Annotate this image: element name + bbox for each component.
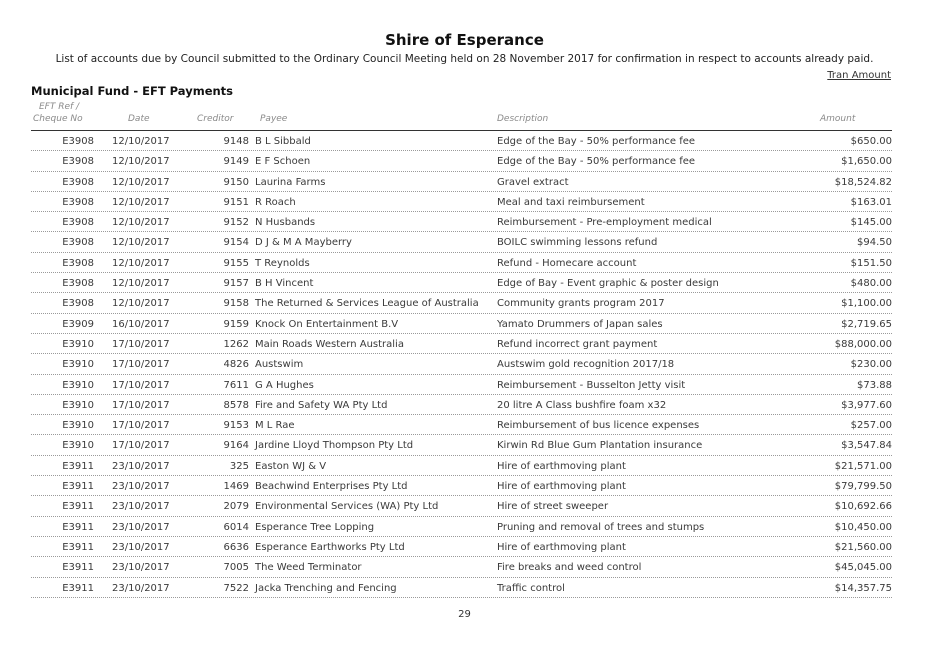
eft-ref-cell: E3908 [62, 196, 94, 208]
description-cell: Reimbursement of bus licence expenses [497, 420, 700, 432]
tran-amount-label: Tran Amount [827, 70, 891, 81]
eft-ref-cell: E3911 [62, 541, 94, 553]
creditor-cell: 6014 [223, 521, 249, 533]
section-heading: Municipal Fund - EFT Payments [31, 84, 234, 98]
description-cell: Kirwin Rd Blue Gum Plantation insurance [497, 440, 703, 452]
table-row [31, 314, 892, 334]
amount-cell: $650.00 [850, 136, 892, 147]
table-row [31, 131, 892, 151]
page-title: Shire of Esperance [385, 31, 544, 49]
date-cell: 12/10/2017 [112, 156, 170, 168]
creditor-cell: 9148 [223, 136, 249, 147]
table-row [31, 293, 892, 313]
amount-cell: $163.01 [850, 196, 892, 208]
table-row [31, 415, 892, 435]
eft-ref-cell: E3909 [62, 318, 94, 330]
col-header-ref-line1: EFT Ref / [39, 102, 80, 112]
date-cell: 12/10/2017 [112, 257, 170, 269]
date-cell: 17/10/2017 [112, 379, 170, 391]
creditor-cell: 8578 [223, 399, 249, 411]
date-cell: 12/10/2017 [112, 217, 170, 229]
eft-ref-cell: E3908 [62, 136, 94, 147]
description-cell: Edge of the Bay - 50% performance fee [497, 136, 696, 147]
payee-cell: E F Schoen [255, 156, 311, 168]
payee-cell: The Returned & Services League of Australia [255, 298, 479, 310]
creditor-cell: 325 [229, 460, 249, 472]
table-row [31, 496, 892, 516]
table-row [31, 273, 892, 293]
description-cell: Edge of Bay - Event graphic & poster design [497, 278, 719, 290]
eft-ref-cell: E3908 [62, 257, 94, 269]
date-cell: 12/10/2017 [112, 237, 170, 249]
date-cell: 23/10/2017 [112, 501, 170, 513]
date-cell: 12/10/2017 [112, 278, 170, 290]
description-cell: Meal and taxi reimbursement [497, 196, 645, 208]
payee-cell: M L Rae [255, 420, 295, 432]
amount-cell: $73.88 [857, 379, 892, 391]
table-row [31, 212, 892, 232]
date-cell: 23/10/2017 [112, 460, 170, 472]
eft-ref-cell: E3908 [62, 237, 94, 249]
eft-ref-cell: E3908 [62, 278, 94, 290]
payee-cell: B H Vincent [255, 278, 314, 290]
eft-ref-cell: E3911 [62, 582, 94, 594]
creditor-cell: 9150 [223, 176, 249, 188]
creditor-cell: 6636 [223, 541, 249, 553]
date-cell: 12/10/2017 [112, 196, 170, 208]
description-cell: Reimbursement - Busselton Jetty visit [497, 379, 686, 391]
creditor-cell: 9157 [223, 278, 249, 290]
amount-cell: $79,799.50 [834, 481, 892, 493]
table-row [31, 192, 892, 212]
payee-cell: Jardine Lloyd Thompson Pty Ltd [255, 440, 414, 452]
payee-cell: D J & M A Mayberry [255, 237, 352, 249]
col-header-description: Description [497, 114, 549, 124]
payee-cell: The Weed Terminator [255, 562, 362, 574]
creditor-cell: 1262 [223, 338, 249, 350]
payee-cell: G A Hughes [255, 379, 314, 391]
payee-cell: Easton WJ & V [255, 460, 327, 472]
description-cell: Edge of the Bay - 50% performance fee [497, 156, 696, 168]
table-row [31, 232, 892, 252]
amount-cell: $14,357.75 [834, 582, 892, 594]
table-row [31, 435, 892, 455]
table-row [31, 395, 892, 415]
amount-cell: $3,547.84 [841, 440, 892, 452]
creditor-cell: 9149 [223, 156, 249, 168]
payee-cell: R Roach [255, 196, 296, 208]
eft-ref-cell: E3910 [62, 399, 94, 411]
table-row [31, 172, 892, 192]
payee-cell: Beachwind Enterprises Pty Ltd [255, 481, 408, 493]
payee-cell: Jacka Trenching and Fencing [255, 582, 397, 594]
col-header-ref-line2: Cheque No [33, 114, 83, 124]
description-cell: Traffic control [497, 582, 565, 594]
eft-ref-cell: E3908 [62, 298, 94, 310]
creditor-cell: 9154 [223, 237, 249, 249]
description-cell: 20 litre A Class bushfire foam x32 [497, 399, 667, 411]
creditor-cell: 9158 [223, 298, 249, 310]
eft-ref-cell: E3910 [62, 359, 94, 371]
amount-cell: $151.50 [850, 257, 892, 269]
description-cell: Hire of earthmoving plant [497, 481, 626, 493]
amount-cell: $21,571.00 [834, 460, 892, 472]
description-cell: Refund incorrect grant payment [497, 338, 658, 350]
col-header-creditor: Creditor [197, 114, 234, 124]
eft-ref-cell: E3908 [62, 176, 94, 188]
description-cell: Austswim gold recognition 2017/18 [497, 359, 675, 371]
date-cell: 17/10/2017 [112, 399, 170, 411]
table-row [31, 375, 892, 395]
table-row [31, 334, 892, 354]
creditor-cell: 9153 [223, 420, 249, 432]
date-cell: 23/10/2017 [112, 562, 170, 574]
description-cell: Reimbursement - Pre-employment medical [497, 217, 712, 229]
amount-cell: $88,000.00 [834, 338, 892, 350]
amount-cell: $480.00 [850, 278, 892, 290]
payee-cell: B L Sibbald [255, 136, 311, 147]
payee-cell: Esperance Tree Lopping [255, 521, 375, 533]
amount-cell: $3,977.60 [841, 399, 892, 411]
payee-cell: N Husbands [255, 217, 316, 229]
amount-cell: $94.50 [857, 237, 892, 249]
description-cell: Refund - Homecare account [497, 257, 637, 269]
description-cell: Gravel extract [497, 176, 569, 188]
date-cell: 17/10/2017 [112, 420, 170, 432]
date-cell: 16/10/2017 [112, 318, 170, 330]
creditor-cell: 7522 [223, 582, 249, 594]
amount-cell: $145.00 [850, 217, 892, 229]
creditor-cell: 2079 [223, 501, 249, 513]
payee-cell: Environmental Services (WA) Pty Ltd [255, 501, 439, 513]
payee-cell: Laurina Farms [255, 176, 326, 188]
eft-ref-cell: E3911 [62, 521, 94, 533]
page-number: 29 [458, 609, 471, 620]
date-cell: 17/10/2017 [112, 338, 170, 350]
amount-cell: $257.00 [850, 420, 892, 432]
eft-ref-cell: E3911 [62, 481, 94, 493]
description-cell: Hire of earthmoving plant [497, 460, 626, 472]
table-row [31, 537, 892, 557]
creditor-cell: 4826 [223, 359, 249, 371]
amount-cell: $1,100.00 [841, 298, 892, 310]
description-cell: Hire of earthmoving plant [497, 541, 626, 553]
creditor-cell: 7611 [223, 379, 249, 391]
creditor-cell: 9164 [223, 440, 249, 452]
eft-ref-cell: E3908 [62, 156, 94, 168]
description-cell: Yamato Drummers of Japan sales [497, 318, 663, 330]
creditor-cell: 9151 [223, 196, 249, 208]
date-cell: 23/10/2017 [112, 521, 170, 533]
eft-ref-cell: E3911 [62, 460, 94, 472]
date-cell: 23/10/2017 [112, 582, 170, 594]
description-cell: Hire of street sweeper [497, 501, 609, 513]
eft-ref-cell: E3910 [62, 379, 94, 391]
col-header-amount: Amount [820, 114, 856, 124]
table-row [31, 476, 892, 496]
amount-cell: $1,650.00 [841, 156, 892, 168]
table-row [31, 456, 892, 476]
creditor-cell: 9159 [223, 318, 249, 330]
amount-cell: $2,719.65 [841, 318, 892, 330]
eft-ref-cell: E3911 [62, 562, 94, 574]
eft-ref-cell: E3908 [62, 217, 94, 229]
amount-cell: $10,692.66 [834, 501, 892, 513]
payee-cell: Knock On Entertainment B.V [255, 318, 399, 330]
description-cell: Fire breaks and weed control [497, 562, 642, 574]
creditor-cell: 9155 [223, 257, 249, 269]
creditor-cell: 9152 [223, 217, 249, 229]
eft-ref-cell: E3910 [62, 420, 94, 432]
description-cell: Pruning and removal of trees and stumps [497, 521, 705, 533]
payee-cell: T Reynolds [255, 257, 310, 269]
date-cell: 12/10/2017 [112, 298, 170, 310]
table-row [31, 354, 892, 374]
date-cell: 12/10/2017 [112, 136, 170, 147]
date-cell: 17/10/2017 [112, 440, 170, 452]
description-cell: Community grants program 2017 [497, 298, 665, 310]
col-header-payee: Payee [260, 114, 288, 124]
eft-ref-cell: E3911 [62, 501, 94, 513]
date-cell: 17/10/2017 [112, 359, 170, 371]
amount-cell: $21,560.00 [834, 541, 892, 553]
payee-cell: Fire and Safety WA Pty Ltd [255, 399, 388, 411]
table-row [31, 151, 892, 171]
col-header-date: Date [128, 114, 150, 124]
amount-cell: $45,045.00 [834, 562, 892, 574]
table-row [31, 557, 892, 577]
amount-cell: $230.00 [850, 359, 892, 371]
date-cell: 12/10/2017 [112, 176, 170, 188]
table-row [31, 578, 892, 598]
payments-table [0, 131, 929, 598]
payee-cell: Austswim [255, 359, 304, 371]
report-subtitle: List of accounts due by Council submitted to the Ordinary Council Meeting held on 28 November 2017 for confirmation in respect to accounts already paid. [55, 53, 874, 65]
amount-cell: $18,524.82 [834, 176, 892, 188]
creditor-cell: 7005 [223, 562, 249, 574]
date-cell: 23/10/2017 [112, 481, 170, 493]
table-row [31, 253, 892, 273]
amount-cell: $10,450.00 [834, 521, 892, 533]
description-cell: BOILC swimming lessons refund [497, 237, 658, 249]
creditor-cell: 1469 [223, 481, 249, 493]
payee-cell: Esperance Earthworks Pty Ltd [255, 541, 405, 553]
date-cell: 23/10/2017 [112, 541, 170, 553]
table-row [31, 517, 892, 537]
eft-ref-cell: E3910 [62, 338, 94, 350]
payee-cell: Main Roads Western Australia [255, 338, 404, 350]
eft-ref-cell: E3910 [62, 440, 94, 452]
